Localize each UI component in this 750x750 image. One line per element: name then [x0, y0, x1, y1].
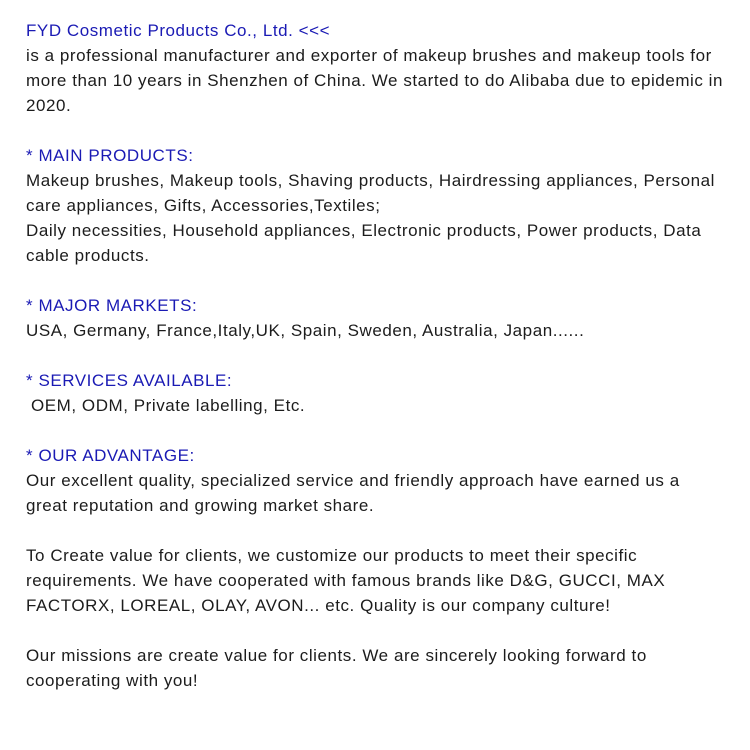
spacer	[26, 343, 726, 368]
advantage-text: Our excellent quality, specialized service and friendly approach have earned us a great reputation and growing market share.	[26, 471, 680, 515]
main-products-heading: * MAIN PRODUCTS:	[26, 146, 194, 165]
spacer	[26, 418, 726, 443]
spacer	[26, 518, 726, 543]
major-markets-heading: * MAJOR MARKETS:	[26, 296, 198, 315]
customization-paragraph: To Create value for clients, we customize our products to meet their specific requirements. We have cooperated with famous brands like D&G, GUCCI, MAX FACTORX, LOREAL, OLAY, AVON... etc. Quality is our company culture!	[26, 546, 666, 615]
services-text: OEM, ODM, Private labelling, Etc.	[31, 396, 306, 415]
spacer	[26, 268, 726, 293]
company-title: FYD Cosmetic Products Co., Ltd. <<<	[26, 21, 331, 40]
major-markets-text: USA, Germany, France,Italy,UK, Spain, Sweden, Australia, Japan......	[26, 321, 585, 340]
spacer	[26, 118, 726, 143]
main-products-line-1: Makeup brushes, Makeup tools, Shaving products, Hairdressing appliances, Personal care appliances, Gifts, Accessories,Textiles;	[26, 171, 716, 215]
advantage-heading: * OUR ADVANTAGE:	[26, 446, 195, 465]
company-intro: is a professional manufacturer and exporter of makeup brushes and makeup tools for more than 10 years in Shenzhen of China. We started to do Alibaba due to epidemic in 2020.	[26, 46, 724, 115]
main-products-line-2: Daily necessities, Household appliances, Electronic products, Power products, Data cable products.	[26, 221, 702, 265]
company-profile	[26, 18, 726, 693]
spacer	[26, 618, 726, 643]
mission-paragraph: Our missions are create value for clients. We are sincerely looking forward to cooperating with you!	[26, 646, 647, 690]
services-heading: * SERVICES AVAILABLE:	[26, 371, 233, 390]
